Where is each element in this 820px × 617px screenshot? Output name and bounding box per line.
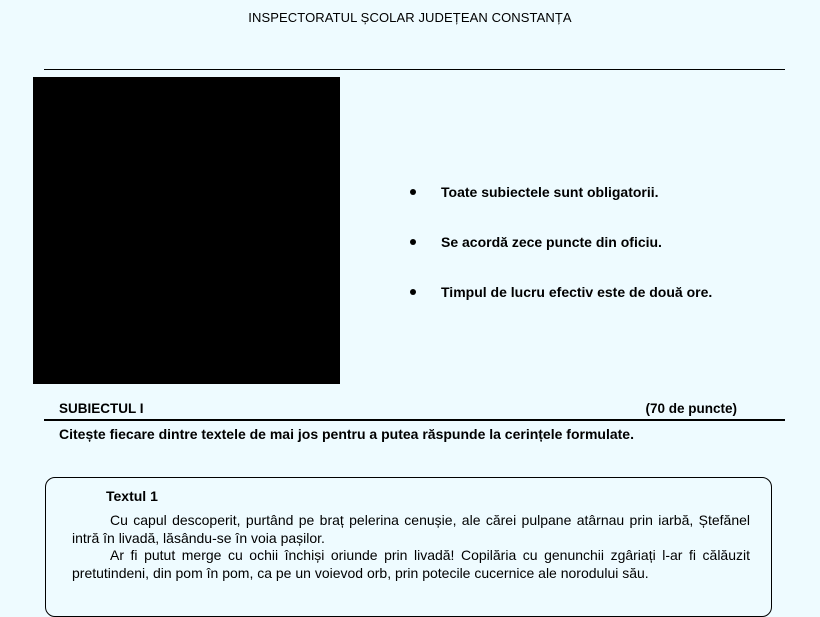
rule-item <box>410 283 712 333</box>
subject-points: (70 de puncte) <box>645 401 737 416</box>
subject-instruction: Citește fiecare dintre textele de mai jos pentru a putea răspunde la cerințele formulate. <box>59 426 634 442</box>
rule-text: Timpul de lucru efectiv este de două ore. <box>441 284 713 300</box>
text-body <box>72 512 750 582</box>
text-paragraph: Cu capul descoperit, purtând pe braț pelerina cenușie, ale cărei pulpane atârnau prin iarbă, Ștefănel intră în livadă, lăsându-se în voia pașilor. <box>72 512 750 546</box>
text-title: Textul 1 <box>106 488 158 504</box>
institution-header: INSPECTORATUL ȘCOLAR JUDEȚEAN CONSTANȚA <box>248 10 572 25</box>
subject-title: SUBIECTUL I <box>59 401 144 416</box>
rule-text: Se acordă zece puncte din oficiu. <box>441 234 662 250</box>
rule-item <box>410 183 712 233</box>
exam-rules-list <box>410 183 712 333</box>
text-paragraph: Ar fi putut merge cu ochii închiși oriunde prin livadă! Copilăria cu genunchii zgâriați l-ar fi călăuzit pretutindeni, din pom în pom, ca pe un voievod orb, prin potecile cucernice ale norodului său. <box>72 547 750 581</box>
subject-heading <box>59 401 737 417</box>
redacted-block <box>33 77 340 384</box>
header-divider <box>44 69 785 70</box>
bullet-icon <box>410 189 416 195</box>
bullet-icon <box>410 239 416 245</box>
bullet-icon <box>410 289 416 295</box>
rule-text: Toate subiectele sunt obligatorii. <box>441 184 659 200</box>
rule-item <box>410 233 712 283</box>
subject-divider <box>44 419 785 421</box>
